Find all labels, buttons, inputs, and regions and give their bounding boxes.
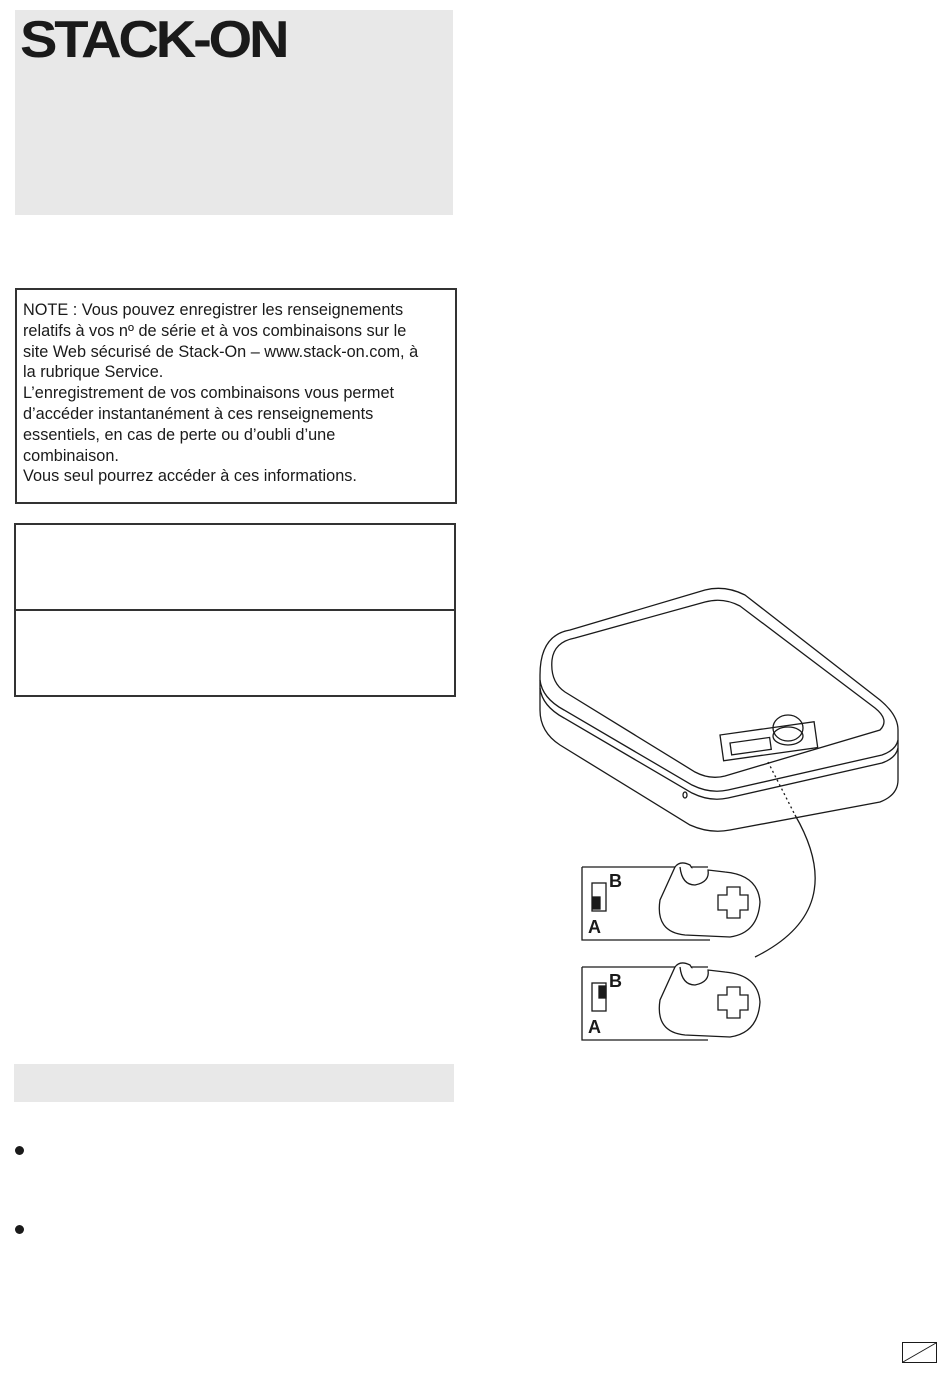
section-header-bar — [14, 1064, 454, 1102]
note-line: relatifs à vos nº de série et à vos combinaisons sur le — [23, 321, 407, 340]
note-box — [15, 288, 457, 504]
note-line: site Web sécurisé de Stack-On – www.stack-on.com, à — [23, 342, 419, 361]
label-b: B — [609, 871, 622, 891]
dial-knob — [773, 715, 803, 741]
stack-on-logo: STACK-ON — [20, 11, 287, 69]
note-line: L’enregistrement de vos combinaisons vous permet — [23, 384, 395, 403]
note-line: la rubrique Service. — [23, 363, 164, 382]
label-a: A — [588, 1017, 601, 1037]
note-line: Vous seul pourrez accéder à ces informations. — [23, 467, 357, 486]
bullet-icon — [15, 1146, 24, 1155]
note-line: NOTE : Vous pouvez enregistrer les renseignements — [23, 301, 404, 319]
page-corner-icon — [902, 1342, 938, 1364]
safe-illustration — [520, 580, 920, 1050]
note-line: combinaison. — [23, 446, 119, 465]
bullet-icon — [15, 1225, 24, 1234]
note-line: d’accéder instantanément à ces renseignements — [23, 404, 374, 423]
label-a: A — [588, 917, 601, 937]
record-row — [16, 525, 454, 611]
label-b: B — [609, 971, 622, 991]
record-box — [14, 523, 456, 697]
safe-lid-outline — [552, 600, 884, 777]
record-row — [16, 611, 454, 695]
note-line: essentiels, en cas de perte ou d’oubli d’une — [23, 425, 336, 444]
